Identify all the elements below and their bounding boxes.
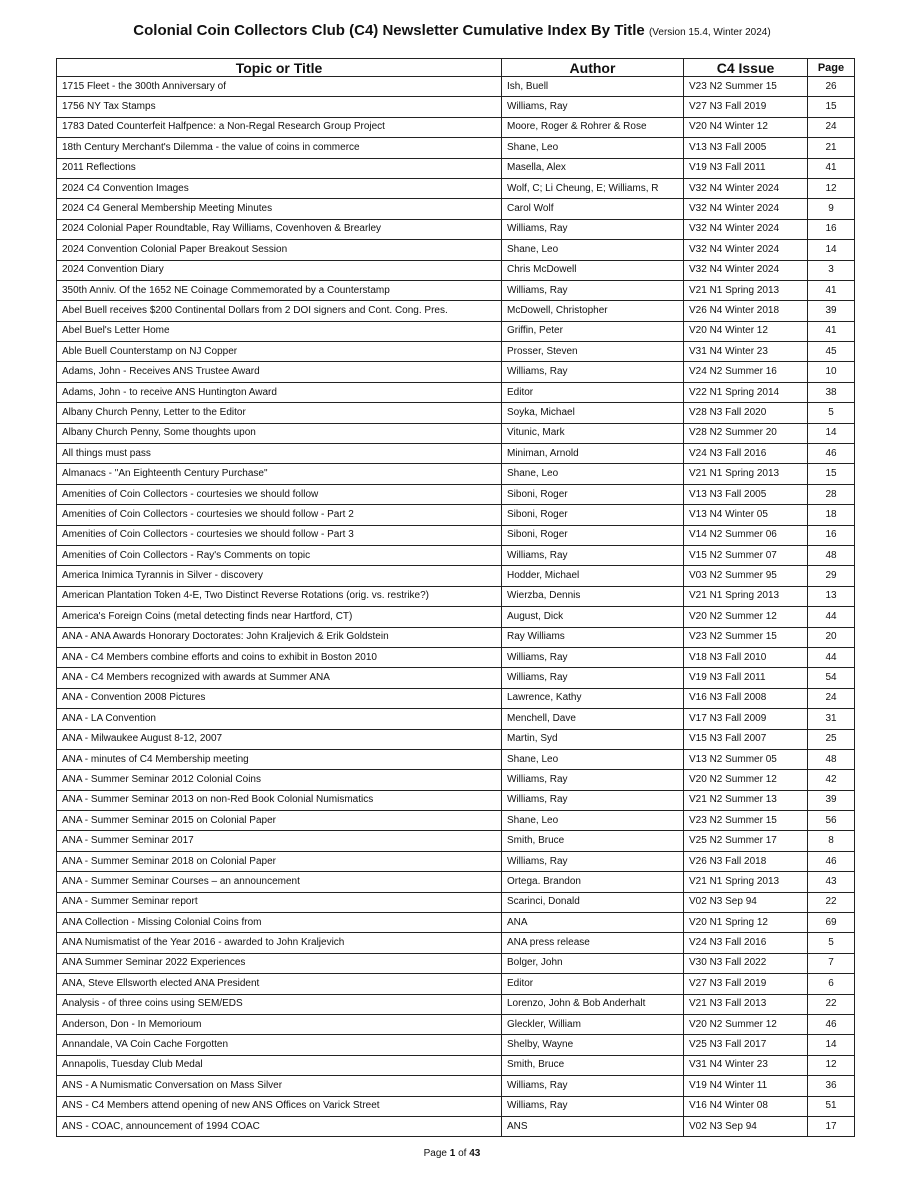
issue-cell: V27 N3 Fall 2019 <box>684 974 808 994</box>
issue-cell: V21 N1 Spring 2013 <box>684 464 808 484</box>
issue-cell: V13 N3 Fall 2005 <box>684 484 808 504</box>
page-cell: 12 <box>808 178 855 198</box>
topic-cell: All things must pass <box>57 444 502 464</box>
author-cell: Siboni, Roger <box>502 525 684 545</box>
table-row <box>57 484 855 504</box>
table-row <box>57 668 855 688</box>
author-cell: Williams, Ray <box>502 1076 684 1096</box>
issue-cell: V21 N1 Spring 2013 <box>684 586 808 606</box>
issue-cell: V18 N3 Fall 2010 <box>684 647 808 667</box>
issue-cell: V31 N4 Winter 23 <box>684 1055 808 1075</box>
issue-cell: V20 N2 Summer 12 <box>684 1014 808 1034</box>
table-row <box>57 1035 855 1055</box>
issue-cell: V14 N2 Summer 06 <box>684 525 808 545</box>
page-cell: 48 <box>808 545 855 565</box>
table-row <box>57 647 855 667</box>
table-row <box>57 342 855 362</box>
topic-cell: ANA Collection - Missing Colonial Coins from <box>57 913 502 933</box>
topic-cell: ANA Summer Seminar 2022 Experiences <box>57 953 502 973</box>
page-cell: 41 <box>808 158 855 178</box>
table-row <box>57 1096 855 1116</box>
author-cell: McDowell, Christopher <box>502 301 684 321</box>
issue-cell: V23 N2 Summer 15 <box>684 627 808 647</box>
page-cell: 17 <box>808 1116 855 1136</box>
issue-cell: V32 N4 Winter 2024 <box>684 178 808 198</box>
page-cell: 15 <box>808 97 855 117</box>
page-cell: 51 <box>808 1096 855 1116</box>
author-cell: Williams, Ray <box>502 219 684 239</box>
issue-cell: V02 N3 Sep 94 <box>684 1116 808 1136</box>
issue-cell: V32 N4 Winter 2024 <box>684 260 808 280</box>
page-cell: 22 <box>808 994 855 1014</box>
table-row <box>57 831 855 851</box>
topic-cell: 2024 Colonial Paper Roundtable, Ray Williams, Covenhoven & Brearley <box>57 219 502 239</box>
page-label: Page <box>423 1148 447 1159</box>
topic-cell: Anderson, Don - In Memorioum <box>57 1014 502 1034</box>
topic-cell: ANA - Summer Seminar 2017 <box>57 831 502 851</box>
author-cell: Soyka, Michael <box>502 403 684 423</box>
table-row <box>57 77 855 97</box>
table-row <box>57 953 855 973</box>
table-row <box>57 301 855 321</box>
author-cell: Gleckler, William <box>502 1014 684 1034</box>
author-cell: Ray Williams <box>502 627 684 647</box>
topic-cell: 2024 Convention Diary <box>57 260 502 280</box>
page-cell: 14 <box>808 423 855 443</box>
author-cell: Menchell, Dave <box>502 709 684 729</box>
page-cell: 46 <box>808 851 855 871</box>
issue-cell: V25 N3 Fall 2017 <box>684 1035 808 1055</box>
table-row <box>57 138 855 158</box>
table-row <box>57 117 855 137</box>
page-cell: 13 <box>808 586 855 606</box>
table-row <box>57 321 855 341</box>
column-header-author: Author <box>502 59 684 77</box>
topic-cell: ANA - LA Convention <box>57 709 502 729</box>
page-cell: 44 <box>808 647 855 667</box>
table-row <box>57 892 855 912</box>
topic-cell: Analysis - of three coins using SEM/EDS <box>57 994 502 1014</box>
table-row <box>57 872 855 892</box>
column-header-topic: Topic or Title <box>57 59 502 77</box>
page-cell: 25 <box>808 729 855 749</box>
table-row <box>57 362 855 382</box>
issue-cell: V24 N3 Fall 2016 <box>684 933 808 953</box>
author-cell: Shelby, Wayne <box>502 1035 684 1055</box>
page-cell: 43 <box>808 872 855 892</box>
topic-cell: Adams, John - to receive ANS Huntington Award <box>57 382 502 402</box>
issue-cell: V23 N2 Summer 15 <box>684 77 808 97</box>
topic-cell: ANA - Summer Seminar Courses – an announcement <box>57 872 502 892</box>
issue-cell: V24 N3 Fall 2016 <box>684 444 808 464</box>
author-cell: Williams, Ray <box>502 647 684 667</box>
issue-cell: V13 N4 Winter 05 <box>684 505 808 525</box>
author-cell: Griffin, Peter <box>502 321 684 341</box>
table-row <box>57 566 855 586</box>
table-row <box>57 811 855 831</box>
page-cell: 16 <box>808 219 855 239</box>
topic-cell: 1756 NY Tax Stamps <box>57 97 502 117</box>
author-cell: ANA <box>502 913 684 933</box>
issue-cell: V26 N4 Winter 2018 <box>684 301 808 321</box>
author-cell: Smith, Bruce <box>502 1055 684 1075</box>
page-cell: 5 <box>808 403 855 423</box>
issue-cell: V30 N3 Fall 2022 <box>684 953 808 973</box>
page-cell: 14 <box>808 240 855 260</box>
page-cell: 24 <box>808 688 855 708</box>
table-row <box>57 586 855 606</box>
author-cell: Martin, Syd <box>502 729 684 749</box>
page-cell: 29 <box>808 566 855 586</box>
author-cell: Ortega. Brandon <box>502 872 684 892</box>
issue-cell: V20 N2 Summer 12 <box>684 770 808 790</box>
author-cell: Editor <box>502 974 684 994</box>
author-cell: Williams, Ray <box>502 1096 684 1116</box>
page-cell: 16 <box>808 525 855 545</box>
issue-cell: V21 N1 Spring 2013 <box>684 872 808 892</box>
issue-cell: V13 N3 Fall 2005 <box>684 138 808 158</box>
issue-cell: V27 N3 Fall 2019 <box>684 97 808 117</box>
topic-cell: ANA Numismatist of the Year 2016 - awarded to John Kraljevich <box>57 933 502 953</box>
table-row <box>57 913 855 933</box>
issue-cell: V26 N3 Fall 2018 <box>684 851 808 871</box>
issue-cell: V15 N2 Summer 07 <box>684 545 808 565</box>
table-header-row <box>57 59 855 77</box>
table-row <box>57 423 855 443</box>
topic-cell: ANA - Milwaukee August 8-12, 2007 <box>57 729 502 749</box>
author-cell: Carol Wolf <box>502 199 684 219</box>
topic-cell: ANS - C4 Members attend opening of new ANS Offices on Varick Street <box>57 1096 502 1116</box>
page-cell: 5 <box>808 933 855 953</box>
topic-cell: ANA - C4 Members combine efforts and coins to exhibit in Boston 2010 <box>57 647 502 667</box>
issue-cell: V31 N4 Winter 23 <box>684 342 808 362</box>
author-cell: ANS <box>502 1116 684 1136</box>
table-row <box>57 933 855 953</box>
table-row <box>57 403 855 423</box>
topic-cell: Abel Buell receives $200 Continental Dollars from 2 DOI signers and Cont. Cong. Pres. <box>57 301 502 321</box>
table-row <box>57 158 855 178</box>
page-cell: 22 <box>808 892 855 912</box>
issue-cell: V03 N2 Summer 95 <box>684 566 808 586</box>
topic-cell: Albany Church Penny, Letter to the Editor <box>57 403 502 423</box>
table-row <box>57 1116 855 1136</box>
page-cell: 39 <box>808 790 855 810</box>
page-cell: 42 <box>808 770 855 790</box>
issue-cell: V21 N3 Fall 2013 <box>684 994 808 1014</box>
version-label: (Version 15.4, Winter 2024) <box>648 27 771 38</box>
topic-cell: ANA - ANA Awards Honorary Doctorates: John Kraljevich & Erik Goldstein <box>57 627 502 647</box>
column-header-page: Page <box>808 59 855 77</box>
author-cell: Williams, Ray <box>502 545 684 565</box>
issue-cell: V16 N3 Fall 2008 <box>684 688 808 708</box>
topic-cell: America's Foreign Coins (metal detecting finds near Hartford, CT) <box>57 607 502 627</box>
page-cell: 21 <box>808 138 855 158</box>
topic-cell: America Inimica Tyrannis in Silver - discovery <box>57 566 502 586</box>
author-cell: Wolf, C; Li Cheung, E; Williams, R <box>502 178 684 198</box>
table-row <box>57 240 855 260</box>
issue-cell: V21 N2 Summer 13 <box>684 790 808 810</box>
table-row <box>57 688 855 708</box>
page-cell: 3 <box>808 260 855 280</box>
issue-cell: V28 N3 Fall 2020 <box>684 403 808 423</box>
page-cell: 6 <box>808 974 855 994</box>
table-row <box>57 199 855 219</box>
author-cell: Williams, Ray <box>502 668 684 688</box>
author-cell: Miniman, Arnold <box>502 444 684 464</box>
author-cell: Smith, Bruce <box>502 831 684 851</box>
page-cell: 31 <box>808 709 855 729</box>
author-cell: ANA press release <box>502 933 684 953</box>
author-cell: Shane, Leo <box>502 464 684 484</box>
issue-cell: V20 N2 Summer 12 <box>684 607 808 627</box>
page-cell: 7 <box>808 953 855 973</box>
topic-cell: American Plantation Token 4-E, Two Distinct Reverse Rotations (orig. vs. restrike?) <box>57 586 502 606</box>
issue-cell: V13 N2 Summer 05 <box>684 749 808 769</box>
page-cell: 18 <box>808 505 855 525</box>
author-cell: Chris McDowell <box>502 260 684 280</box>
topic-cell: ANA - C4 Members recognized with awards at Summer ANA <box>57 668 502 688</box>
table-row <box>57 545 855 565</box>
page-of-label: of <box>458 1148 467 1159</box>
author-cell: Bolger, John <box>502 953 684 973</box>
author-cell: Williams, Ray <box>502 97 684 117</box>
table-row <box>57 851 855 871</box>
page-cell: 36 <box>808 1076 855 1096</box>
page-cell: 9 <box>808 199 855 219</box>
table-row <box>57 770 855 790</box>
issue-cell: V19 N4 Winter 11 <box>684 1076 808 1096</box>
page-cell: 44 <box>808 607 855 627</box>
author-cell: August, Dick <box>502 607 684 627</box>
author-cell: Lawrence, Kathy <box>502 688 684 708</box>
author-cell: Williams, Ray <box>502 770 684 790</box>
issue-cell: V32 N4 Winter 2024 <box>684 240 808 260</box>
issue-cell: V19 N3 Fall 2011 <box>684 668 808 688</box>
table-row <box>57 994 855 1014</box>
page-cell: 24 <box>808 117 855 137</box>
topic-cell: Abel Buel's Letter Home <box>57 321 502 341</box>
topic-cell: 2024 C4 Convention Images <box>57 178 502 198</box>
topic-cell: ANA - Summer Seminar 2015 on Colonial Paper <box>57 811 502 831</box>
table-row <box>57 280 855 300</box>
author-cell: Williams, Ray <box>502 790 684 810</box>
table-row <box>57 505 855 525</box>
topic-cell: 18th Century Merchant's Dilemma - the value of coins in commerce <box>57 138 502 158</box>
topic-cell: Almanacs - "An Eighteenth Century Purchase" <box>57 464 502 484</box>
page-cell: 54 <box>808 668 855 688</box>
author-cell: Shane, Leo <box>502 240 684 260</box>
author-cell: Masella, Alex <box>502 158 684 178</box>
page-cell: 12 <box>808 1055 855 1075</box>
author-cell: Moore, Roger & Rohrer & Rose <box>502 117 684 137</box>
issue-cell: V16 N4 Winter 08 <box>684 1096 808 1116</box>
topic-cell: Amenities of Coin Collectors - courtesies we should follow <box>57 484 502 504</box>
author-cell: Shane, Leo <box>502 138 684 158</box>
page-cell: 39 <box>808 301 855 321</box>
page-cell: 46 <box>808 1014 855 1034</box>
table-row <box>57 97 855 117</box>
author-cell: Vitunic, Mark <box>502 423 684 443</box>
column-header-issue: C4 Issue <box>684 59 808 77</box>
issue-cell: V15 N3 Fall 2007 <box>684 729 808 749</box>
issue-cell: V21 N1 Spring 2013 <box>684 280 808 300</box>
author-cell: Ish, Buell <box>502 77 684 97</box>
topic-cell: ANA, Steve Ellsworth elected ANA President <box>57 974 502 994</box>
table-row <box>57 525 855 545</box>
issue-cell: V28 N2 Summer 20 <box>684 423 808 443</box>
topic-cell: ANA - Summer Seminar report <box>57 892 502 912</box>
table-row <box>57 219 855 239</box>
issue-cell: V20 N4 Winter 12 <box>684 117 808 137</box>
topic-cell: 1783 Dated Counterfeit Halfpence: a Non-Regal Research Group Project <box>57 117 502 137</box>
topic-cell: ANS - COAC, announcement of 1994 COAC <box>57 1116 502 1136</box>
topic-cell: ANA - Summer Seminar 2012 Colonial Coins <box>57 770 502 790</box>
topic-cell: Annandale, VA Coin Cache Forgotten <box>57 1035 502 1055</box>
table-row <box>57 1055 855 1075</box>
table-row <box>57 974 855 994</box>
index-table <box>56 58 855 1137</box>
issue-cell: V24 N2 Summer 16 <box>684 362 808 382</box>
table-row <box>57 627 855 647</box>
author-cell: Prosser, Steven <box>502 342 684 362</box>
page-cell: 45 <box>808 342 855 362</box>
page-cell: 20 <box>808 627 855 647</box>
topic-cell: ANA - Summer Seminar 2013 on non-Red Book Colonial Numismatics <box>57 790 502 810</box>
author-cell: Shane, Leo <box>502 811 684 831</box>
page-cell: 15 <box>808 464 855 484</box>
table-row <box>57 178 855 198</box>
author-cell: Williams, Ray <box>502 362 684 382</box>
topic-cell: 2011 Reflections <box>57 158 502 178</box>
current-page-number: 1 <box>449 1148 456 1159</box>
table-row <box>57 607 855 627</box>
page-cell: 46 <box>808 444 855 464</box>
author-cell: Siboni, Roger <box>502 505 684 525</box>
issue-cell: V20 N4 Winter 12 <box>684 321 808 341</box>
topic-cell: 1715 Fleet - the 300th Anniversary of <box>57 77 502 97</box>
issue-cell: V32 N4 Winter 2024 <box>684 199 808 219</box>
topic-cell: ANA - minutes of C4 Membership meeting <box>57 749 502 769</box>
page-cell: 69 <box>808 913 855 933</box>
table-row <box>57 444 855 464</box>
page-cell: 41 <box>808 321 855 341</box>
index-title: Colonial Coin Collectors Club (C4) Newsletter Cumulative Index By Title <box>133 22 645 39</box>
author-cell: Hodder, Michael <box>502 566 684 586</box>
page-cell: 38 <box>808 382 855 402</box>
table-row <box>57 709 855 729</box>
topic-cell: Able Buell Counterstamp on NJ Copper <box>57 342 502 362</box>
topic-cell: Amenities of Coin Collectors - courtesies we should follow - Part 2 <box>57 505 502 525</box>
page-footer <box>0 1148 904 1159</box>
page-cell: 8 <box>808 831 855 851</box>
page-cell: 41 <box>808 280 855 300</box>
table-row <box>57 749 855 769</box>
page-title <box>0 22 904 39</box>
author-cell: Lorenzo, John & Bob Anderhalt <box>502 994 684 1014</box>
topic-cell: Annapolis, Tuesday Club Medal <box>57 1055 502 1075</box>
topic-cell: Amenities of Coin Collectors - courtesies we should follow - Part 3 <box>57 525 502 545</box>
topic-cell: ANA - Summer Seminar 2018 on Colonial Paper <box>57 851 502 871</box>
page-cell: 56 <box>808 811 855 831</box>
author-cell: Editor <box>502 382 684 402</box>
topic-cell: Amenities of Coin Collectors - Ray's Comments on topic <box>57 545 502 565</box>
page-cell: 26 <box>808 77 855 97</box>
issue-cell: V19 N3 Fall 2011 <box>684 158 808 178</box>
issue-cell: V02 N3 Sep 94 <box>684 892 808 912</box>
author-cell: Wierzba, Dennis <box>502 586 684 606</box>
author-cell: Williams, Ray <box>502 851 684 871</box>
page-cell: 14 <box>808 1035 855 1055</box>
table-row <box>57 382 855 402</box>
table-row <box>57 1014 855 1034</box>
author-cell: Siboni, Roger <box>502 484 684 504</box>
page-cell: 48 <box>808 749 855 769</box>
topic-cell: 2024 Convention Colonial Paper Breakout Session <box>57 240 502 260</box>
topic-cell: ANA - Convention 2008 Pictures <box>57 688 502 708</box>
topic-cell: 350th Anniv. Of the 1652 NE Coinage Commemorated by a Counterstamp <box>57 280 502 300</box>
page-cell: 10 <box>808 362 855 382</box>
table-row <box>57 260 855 280</box>
page-cell: 28 <box>808 484 855 504</box>
author-cell: Scarinci, Donald <box>502 892 684 912</box>
table-row <box>57 464 855 484</box>
issue-cell: V20 N1 Spring 12 <box>684 913 808 933</box>
topic-cell: 2024 C4 General Membership Meeting Minutes <box>57 199 502 219</box>
issue-cell: V23 N2 Summer 15 <box>684 811 808 831</box>
issue-cell: V17 N3 Fall 2009 <box>684 709 808 729</box>
total-page-count: 43 <box>469 1148 481 1159</box>
table-row <box>57 790 855 810</box>
issue-cell: V25 N2 Summer 17 <box>684 831 808 851</box>
table-row <box>57 1076 855 1096</box>
table-row <box>57 729 855 749</box>
issue-cell: V32 N4 Winter 2024 <box>684 219 808 239</box>
topic-cell: Adams, John - Receives ANS Trustee Award <box>57 362 502 382</box>
author-cell: Williams, Ray <box>502 280 684 300</box>
table-body <box>57 77 855 1137</box>
author-cell: Shane, Leo <box>502 749 684 769</box>
issue-cell: V22 N1 Spring 2014 <box>684 382 808 402</box>
topic-cell: ANS - A Numismatic Conversation on Mass Silver <box>57 1076 502 1096</box>
topic-cell: Albany Church Penny, Some thoughts upon <box>57 423 502 443</box>
